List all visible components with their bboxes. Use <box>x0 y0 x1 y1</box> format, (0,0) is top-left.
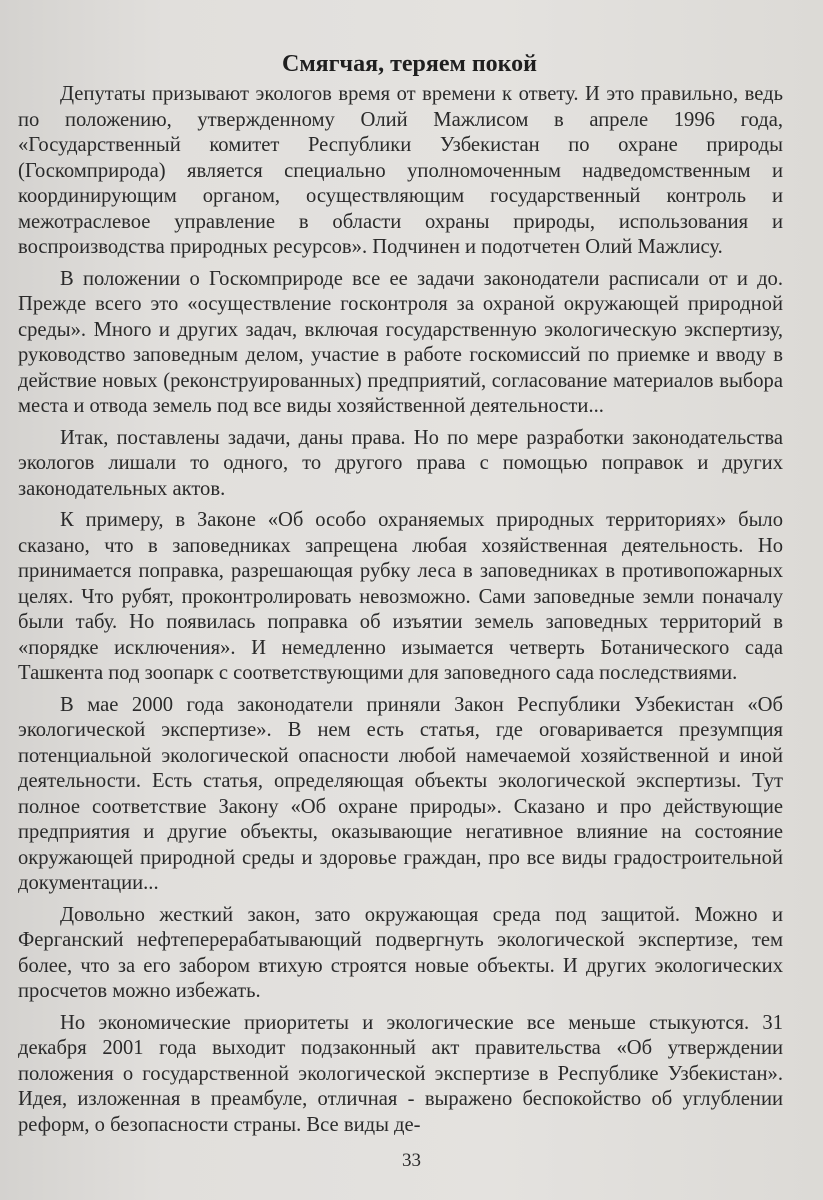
article-title: Смягчая, теряем покой <box>281 51 538 77</box>
paragraph: Довольно жесткий закон, зато окружающая среда под защитой. Можно и Ферганский нефтеперерабатывающий подвергнуть экологической экспертизе, тем более, что за его забором втихую строятся новые объекты. И других экологических просчетов можно избежать. <box>18 903 783 1002</box>
paragraph: В мае 2000 года законодатели приняли Закон Республики Узбекистан «Об экологической экспертизе». В нем есть статья, где оговаривается презумпция потенциальной экологической опасности любой намечаемой хозяйственной и иной деятельности. Есть статья, определяющая объекты экологической экспертизы. Тут полное соответствие Закону «Об охране природы». Сказано и про действующие предприятия и другие объекты, оказывающие негативное влияние на состояние окружающей природной среды и здоровье граждан, про все виды градостроительной документации... <box>18 693 783 894</box>
paragraph: Депутаты призывают экологов время от времени к ответу. И это правильно, ведь по положению, утвержденному Олий Мажлисом в апреле 1996 года, «Государственный комитет Республики Узбекистан по охране природы (Госкомприрода) является специально уполномоченным надведомственным и координирующим органом, осуществляющим государственный контроль и межотраслевое управление в области охраны природы, использования и воспроизводства природных ресурсов». Подчинен и подотчетен Олий Мажлису. <box>18 83 783 258</box>
paragraph: В положении о Госкомприроде все ее задачи законодатели расписали от и до. Прежде всего это «осуществление госконтроля за охраной окружающей природной среды». Много и других задач, включая государственную экологическую экспертизу, руководство заповедным делом, участие в работе госкомиссий по приемке и вводу в действие новых (реконструированных) предприятий, согласование материалов выбора места и отвода земель под все виды хозяйственной деятельности... <box>18 267 783 417</box>
paragraph: К примеру, в Законе «Об особо охраняемых природных территориях» было сказано, что в заповедниках запрещена любая хозяйственная деятельность. Но принимается поправка, разрешающая рубку леса в заповедниках в противопожарных целях. Что рубят, проконтролировать невозможно. Сами заповедные земли поначалу были табу. Но появилась поправка об изъятии земель заповедных территорий в «порядке исключения». И немедленно изымается четверть Ботанического сада Ташкента под зоопарк с соответствующими для заповедного сада последствиями. <box>18 509 783 684</box>
article-body <box>18 82 783 1138</box>
paragraph: Но экономические приоритеты и экологические все меньше стыкуются. 31 декабря 2001 года выходит подзаконный акт правительства «Об утверждении положения о государственной экологической экспертизе в Республике Узбекистан». Идея, изложенная в преамбуле, отличная - выражено беспокойство об углублении реформ, о безопасности страны. Все виды де- <box>18 1011 783 1136</box>
page-number: 33 <box>402 1150 421 1171</box>
paragraph: Итак, поставлены задачи, даны права. Но по мере разработки законодательства экологов лишали то одного, то другого права с помощью поправок и других законодательных актов. <box>18 426 783 500</box>
